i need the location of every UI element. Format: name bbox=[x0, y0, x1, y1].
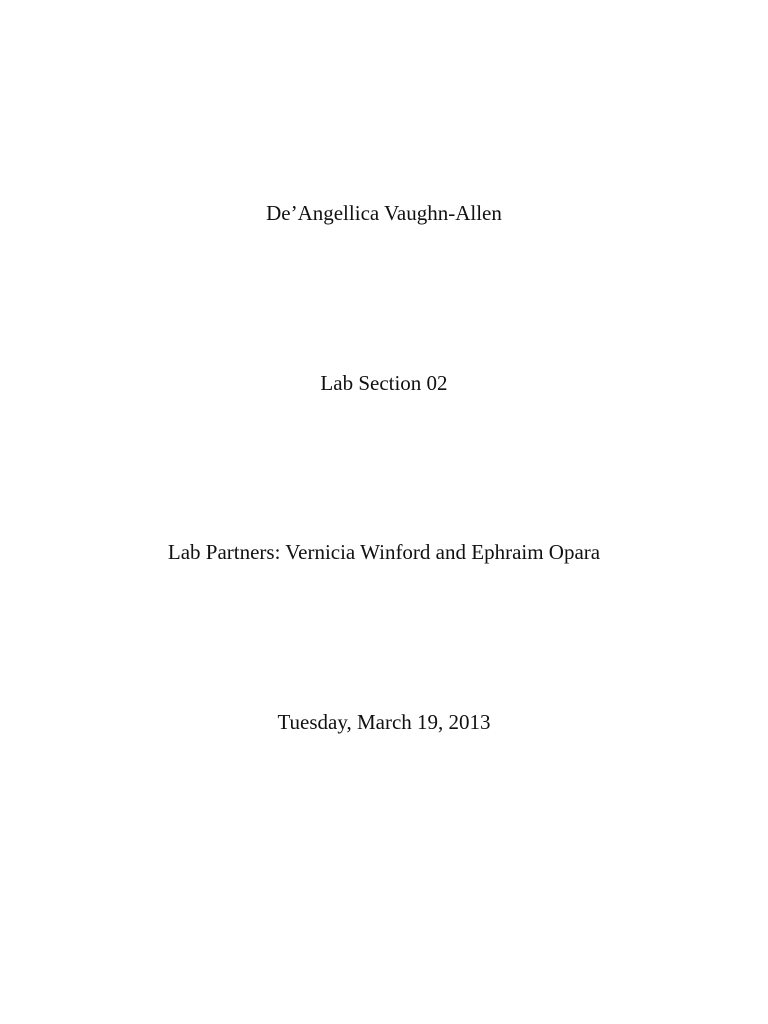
report-date: Tuesday, March 19, 2013 bbox=[277, 710, 491, 734]
lab-partners: Lab Partners: Vernicia Winford and Ephraim Opara bbox=[167, 540, 601, 564]
author-name: De’Angellica Vaughn-Allen bbox=[266, 201, 502, 225]
lab-section: Lab Section 02 bbox=[320, 371, 448, 395]
